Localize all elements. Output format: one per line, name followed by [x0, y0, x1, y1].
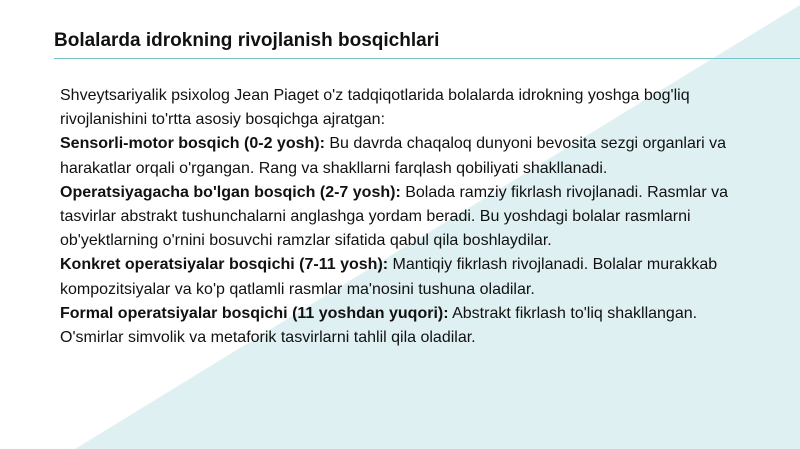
stage-description: Mantiqiy fikrlash rivojlanadi. Bolalar murakkab kompozitsiyalar va ko'p qatlamli rasmlar ma'nosini tushuna oladilar. — [60, 256, 718, 298]
intro-paragraph: Shveytsariyalik psixolog Jean Piaget o'z tadqiqotlarida bolalarda idrokning yoshga bog'liq rivojlanishini to'rtta asosiy bosqichga ajratgan: — [60, 87, 690, 129]
stage-title: Formal operatsiyalar bosqichi (11 yoshdan yuqori): — [60, 304, 449, 322]
slide-body — [60, 84, 760, 350]
stage-formal-operational — [60, 302, 760, 350]
stage-description: Abstrakt fikrlash to'liq shakllangan. O'smirlar simvolik va metaforik tasvirlarni tahlil qila oladilar. — [60, 304, 698, 347]
stage-description: Bolada ramziy fikrlash rivojlanadi. Rasmlar va tasvirlar abstrakt tushunchalarni anglashga yordam beradi. Bu yoshdagi bolalar rasmlarni ob'yektlarning o'rnini bosuvchi ramzlar sifatida qabul qila boshlaydilar. — [60, 183, 728, 250]
slide-title: Bolalarda idrokning rivojlanish bosqichlari — [54, 30, 440, 51]
title-underline — [54, 58, 800, 59]
stage-title: Sensorli-motor bosqich (0-2 yosh): — [60, 135, 325, 153]
stage-preoperational — [60, 181, 760, 254]
stage-title: Operatsiyagacha bo'lgan bosqich (2-7 yosh): — [60, 183, 401, 201]
stage-concrete-operational — [60, 253, 760, 301]
stage-sensorimotor — [60, 132, 760, 180]
stage-description: Bu davrda chaqaloq dunyoni bevosita sezgi organlari va harakatlar orqali o'rgangan. Rang va shakllarni farqlash qobiliyati shakllanadi. — [60, 135, 727, 177]
stage-title: Konkret operatsiyalar bosqichi (7-11 yosh): — [60, 256, 389, 274]
